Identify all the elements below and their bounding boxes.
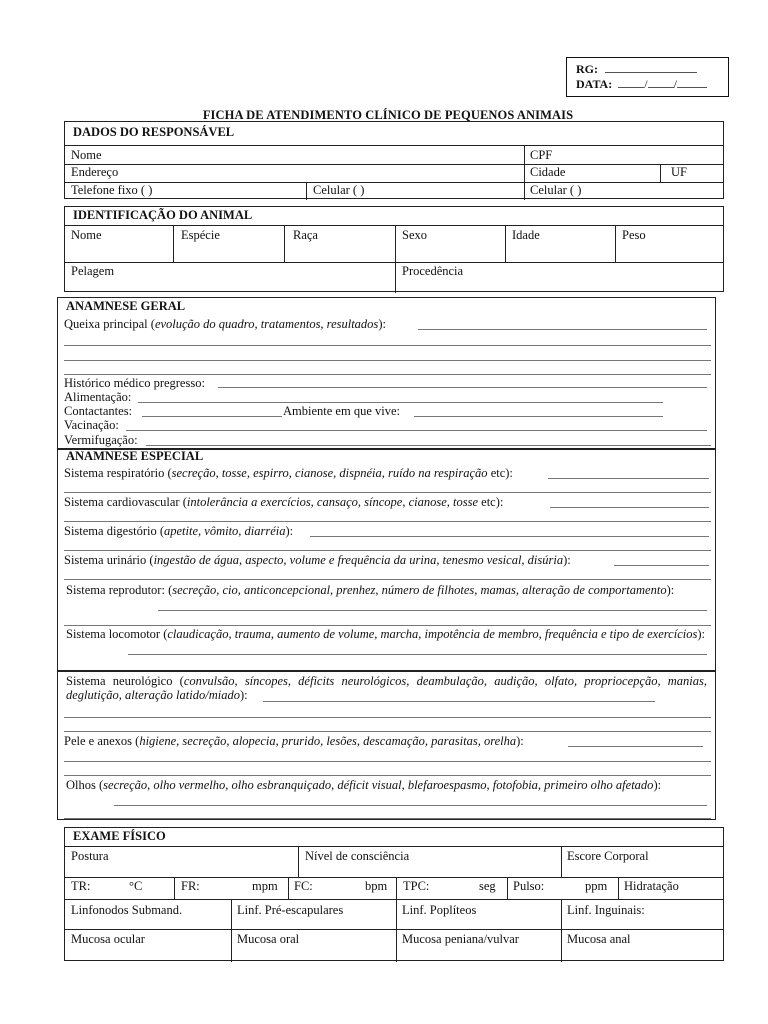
hidratacao-field[interactable]: Hidratação <box>624 879 679 893</box>
reprodutor-label: Sistema reprodutor: (secreção, cio, anticoncepcional, prenhez, número de filhotes, mamas, alteração de comportamento): <box>66 583 675 597</box>
linf-inguinais-field[interactable]: Linf. Inguinais: <box>567 903 645 917</box>
olhos-answer-line[interactable] <box>64 818 711 819</box>
owner-name-field[interactable]: Nome <box>71 148 102 162</box>
contactantes-answer-line[interactable] <box>142 416 282 417</box>
queixa-answer-line[interactable] <box>64 360 711 361</box>
owner-cell-field-2[interactable]: Celular ( ) <box>530 183 582 197</box>
rg-row <box>576 62 728 77</box>
rg-date-box <box>566 57 729 97</box>
ambiente-label: Ambiente em que vive: <box>283 404 400 418</box>
urinario-answer-line[interactable] <box>64 579 711 580</box>
anamnese-especial-section <box>57 449 716 671</box>
animal-age-field[interactable]: Idade <box>512 228 540 242</box>
vacinacao-label: Vacinação: <box>64 418 119 432</box>
fc-field[interactable]: FC: <box>294 879 313 893</box>
linf-pre-escapulares-field[interactable]: Linf. Pré-escapulares <box>237 903 344 917</box>
urinario-label: Sistema urinário (ingestão de água, aspecto, volume e frequência da urina, tenesmo vesical, disúria): <box>64 553 571 567</box>
pele-answer-line[interactable] <box>568 746 703 747</box>
animal-sex-field[interactable]: Sexo <box>402 228 427 242</box>
animal-header: IDENTIFICAÇÃO DO ANIMAL <box>65 207 723 226</box>
animal-species-field[interactable]: Espécie <box>181 228 220 242</box>
animal-coat-field[interactable]: Pelagem <box>71 264 115 278</box>
alimentacao-answer-line[interactable] <box>138 402 663 403</box>
mucosa-ocular-field[interactable]: Mucosa ocular <box>71 932 145 946</box>
date-field-day[interactable] <box>618 78 644 88</box>
responsavel-header: DADOS DO RESPONSÁVEL <box>65 122 723 146</box>
owner-city-field[interactable]: Cidade <box>530 165 566 179</box>
pele-answer-line[interactable] <box>64 761 711 762</box>
vermifugacao-answer-line[interactable] <box>146 445 711 446</box>
tpc-unit: seg <box>479 879 496 893</box>
urinario-answer-line[interactable] <box>614 565 709 566</box>
tr-field[interactable]: TR: <box>71 879 91 893</box>
animal-section <box>64 206 724 292</box>
digestorio-answer-line[interactable] <box>64 550 711 551</box>
responsavel-section <box>64 121 724 199</box>
cardio-label: Sistema cardiovascular (intolerância a exercícios, cansaço, síncope, cianose, tosse etc): <box>64 495 504 509</box>
owner-uf-field[interactable]: UF <box>671 165 687 179</box>
rg-label: RG: <box>576 62 598 76</box>
pele-label: Pele e anexos (higiene, secreção, alopecia, prurido, lesões, descamação, parasitas, orelha): <box>64 734 524 748</box>
pulso-field[interactable]: Pulso: <box>513 879 545 893</box>
exame-fisico-header: EXAME FÍSICO <box>65 828 723 847</box>
escore-corporal-field[interactable]: Escore Corporal <box>567 849 649 863</box>
date-field-year[interactable] <box>677 78 707 88</box>
queixa-answer-line[interactable] <box>418 329 707 330</box>
owner-cpf-field[interactable]: CPF <box>530 148 553 162</box>
mucosa-peniana-vulvar-field[interactable]: Mucosa peniana/vulvar <box>402 932 519 946</box>
animal-name-field[interactable]: Nome <box>71 228 102 242</box>
digestorio-label: Sistema digestório (apetite, vômito, diarréia): <box>64 524 294 538</box>
fc-unit: bpm <box>365 879 388 893</box>
cardio-answer-line[interactable] <box>64 521 711 522</box>
cardio-answer-line[interactable] <box>550 507 709 508</box>
vermifugacao-label: Vermifugação: <box>64 433 138 447</box>
queixa-answer-line[interactable] <box>64 345 711 346</box>
mucosa-oral-field[interactable]: Mucosa oral <box>237 932 300 946</box>
respiratorio-answer-line[interactable] <box>64 492 711 493</box>
owner-address-field[interactable]: Endereço <box>71 165 119 179</box>
reprodutor-answer-line[interactable] <box>158 610 707 611</box>
queixa-answer-line[interactable] <box>64 374 711 375</box>
queixa-label: Queixa principal (evolução do quadro, tratamentos, resultados): <box>64 317 386 331</box>
fr-field[interactable]: FR: <box>181 879 200 893</box>
respiratorio-label: Sistema respiratório (secreção, tosse, espirro, cianose, dispnéia, ruído na respiração etc): <box>64 466 513 480</box>
date-field-month[interactable] <box>648 78 674 88</box>
pele-answer-line[interactable] <box>64 775 711 776</box>
rg-field[interactable] <box>605 63 697 73</box>
digestorio-answer-line[interactable] <box>310 536 709 537</box>
tpc-field[interactable]: TPC: <box>403 879 430 893</box>
contactantes-label: Contactantes: <box>64 404 133 418</box>
historico-label: Histórico médico pregresso: <box>64 376 205 390</box>
tr-unit: °C <box>129 879 143 893</box>
exame-fisico-section <box>64 827 724 961</box>
vacinacao-answer-line[interactable] <box>126 430 707 431</box>
fr-unit: mpm <box>252 879 278 893</box>
animal-breed-field[interactable]: Raça <box>293 228 318 242</box>
olhos-answer-line[interactable] <box>114 805 707 806</box>
date-label: DATA: <box>576 77 613 91</box>
neurologico-label: Sistema neurológico (convulsão, síncopes, déficits neurológicos, deambulação, audição, olfato, propriocepção, manias, deglutição, alteração latido/miado): <box>66 674 707 702</box>
owner-cell-field-1[interactable]: Celular ( ) <box>313 183 365 197</box>
ambiente-answer-line[interactable] <box>414 416 663 417</box>
animal-origin-field[interactable]: Procedência <box>402 264 464 278</box>
owner-phone-field[interactable]: Telefone fixo ( ) <box>71 183 153 197</box>
linf-popliteos-field[interactable]: Linf. Poplíteos <box>402 903 477 917</box>
anamnese-geral-section <box>57 297 716 449</box>
alimentacao-label: Alimentação: <box>64 390 132 404</box>
form-title: FICHA DE ATENDIMENTO CLÍNICO DE PEQUENOS ANIMAIS <box>202 108 574 122</box>
neurologico-answer-line[interactable] <box>64 717 711 718</box>
mucosa-anal-field[interactable]: Mucosa anal <box>567 932 631 946</box>
historico-answer-line[interactable] <box>218 387 707 388</box>
respiratorio-answer-line[interactable] <box>548 478 709 479</box>
linf-submand-field[interactable]: Linfonodos Submand. <box>71 903 183 917</box>
anamnese-especial-continued <box>57 671 716 820</box>
postura-field[interactable]: Postura <box>71 849 109 863</box>
neurologico-answer-line[interactable] <box>64 731 711 732</box>
date-row: DATA: / / <box>576 77 728 92</box>
anamnese-geral-header: ANAMNESE GERAL <box>66 299 186 313</box>
neurologico-answer-line[interactable] <box>263 701 655 702</box>
nivel-consciencia-field[interactable]: Nível de consciência <box>305 849 410 863</box>
pulso-unit: ppm <box>585 879 608 893</box>
locomotor-label: Sistema locomotor (claudicação, trauma, aumento de volume, marcha, impotência de membro, frequência e tipo de exercícios): <box>66 627 705 641</box>
animal-weight-field[interactable]: Peso <box>622 228 646 242</box>
reprodutor-answer-line[interactable] <box>64 625 711 626</box>
anamnese-especial-header: ANAMNESE ESPECIAL <box>66 449 204 463</box>
olhos-label: Olhos (secreção, olho vermelho, olho esbranquiçado, déficit visual, blefaroespasmo, fotofobia, primeiro olho afetado): <box>66 778 662 792</box>
locomotor-answer-line[interactable] <box>128 654 707 655</box>
